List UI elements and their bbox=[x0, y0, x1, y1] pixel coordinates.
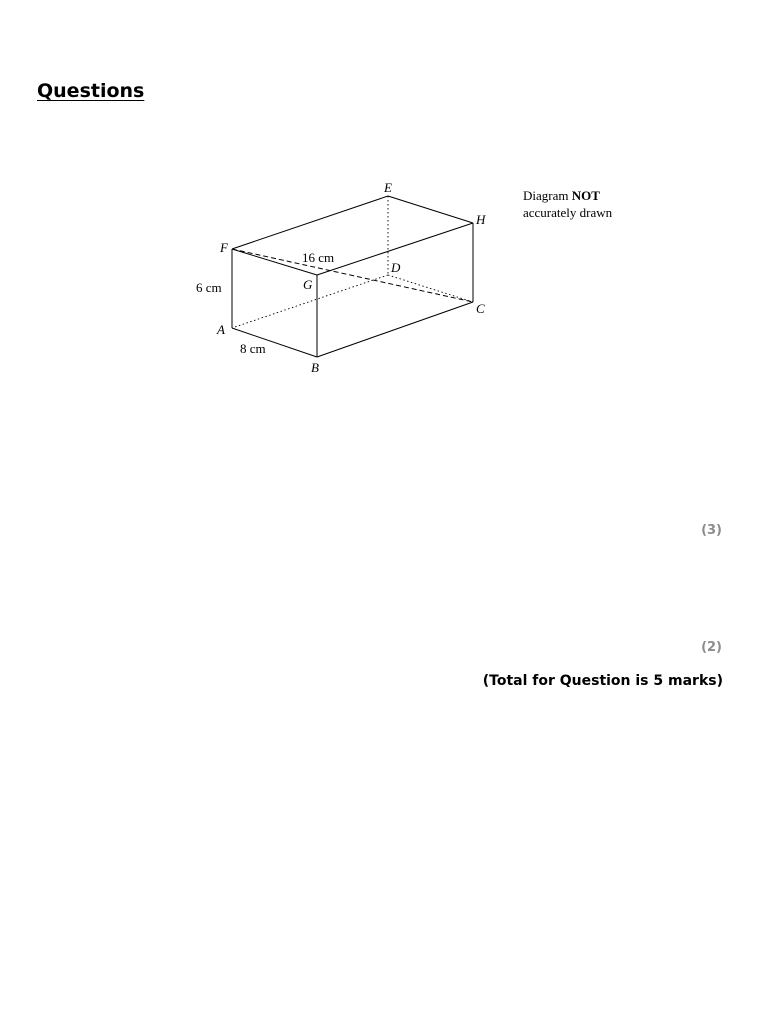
edge-DC bbox=[388, 275, 473, 302]
vertex-label-C: C bbox=[476, 301, 485, 316]
edge-EH bbox=[388, 196, 473, 223]
dimension-width-label: 8 cm bbox=[240, 341, 266, 356]
question-total-marks: (Total for Question is 5 marks) bbox=[482, 673, 723, 689]
marks-part-a: (3) bbox=[701, 523, 722, 538]
page-heading: Questions bbox=[37, 80, 145, 102]
vertex-label-E: E bbox=[384, 180, 392, 195]
cuboid-diagram bbox=[180, 175, 660, 390]
diagram-note-line2: accurately drawn bbox=[523, 205, 613, 220]
diagram-note-line1 bbox=[523, 188, 600, 203]
vertex-label-H: H bbox=[476, 212, 486, 227]
cuboid-visible-edges bbox=[232, 196, 473, 357]
diagram-note-prefix: Diagram bbox=[523, 188, 572, 203]
edge-FE bbox=[232, 196, 388, 249]
vertex-label-B: B bbox=[311, 360, 319, 375]
marks-part-b: (2) bbox=[701, 640, 722, 655]
vertex-label-D: D bbox=[391, 260, 401, 275]
diagram-note-bold: NOT bbox=[571, 188, 600, 203]
edge-BC bbox=[317, 302, 473, 357]
cuboid-svg bbox=[180, 175, 660, 390]
dimension-height-label: 6 cm bbox=[196, 280, 222, 295]
diagonal-FC bbox=[232, 249, 473, 302]
cuboid-hidden-edges bbox=[232, 196, 473, 328]
vertex-label-G: G bbox=[303, 277, 313, 292]
vertex-label-A: A bbox=[217, 322, 225, 337]
dimension-length-label: 16 cm bbox=[302, 250, 335, 265]
vertex-label-F: F bbox=[220, 240, 228, 255]
